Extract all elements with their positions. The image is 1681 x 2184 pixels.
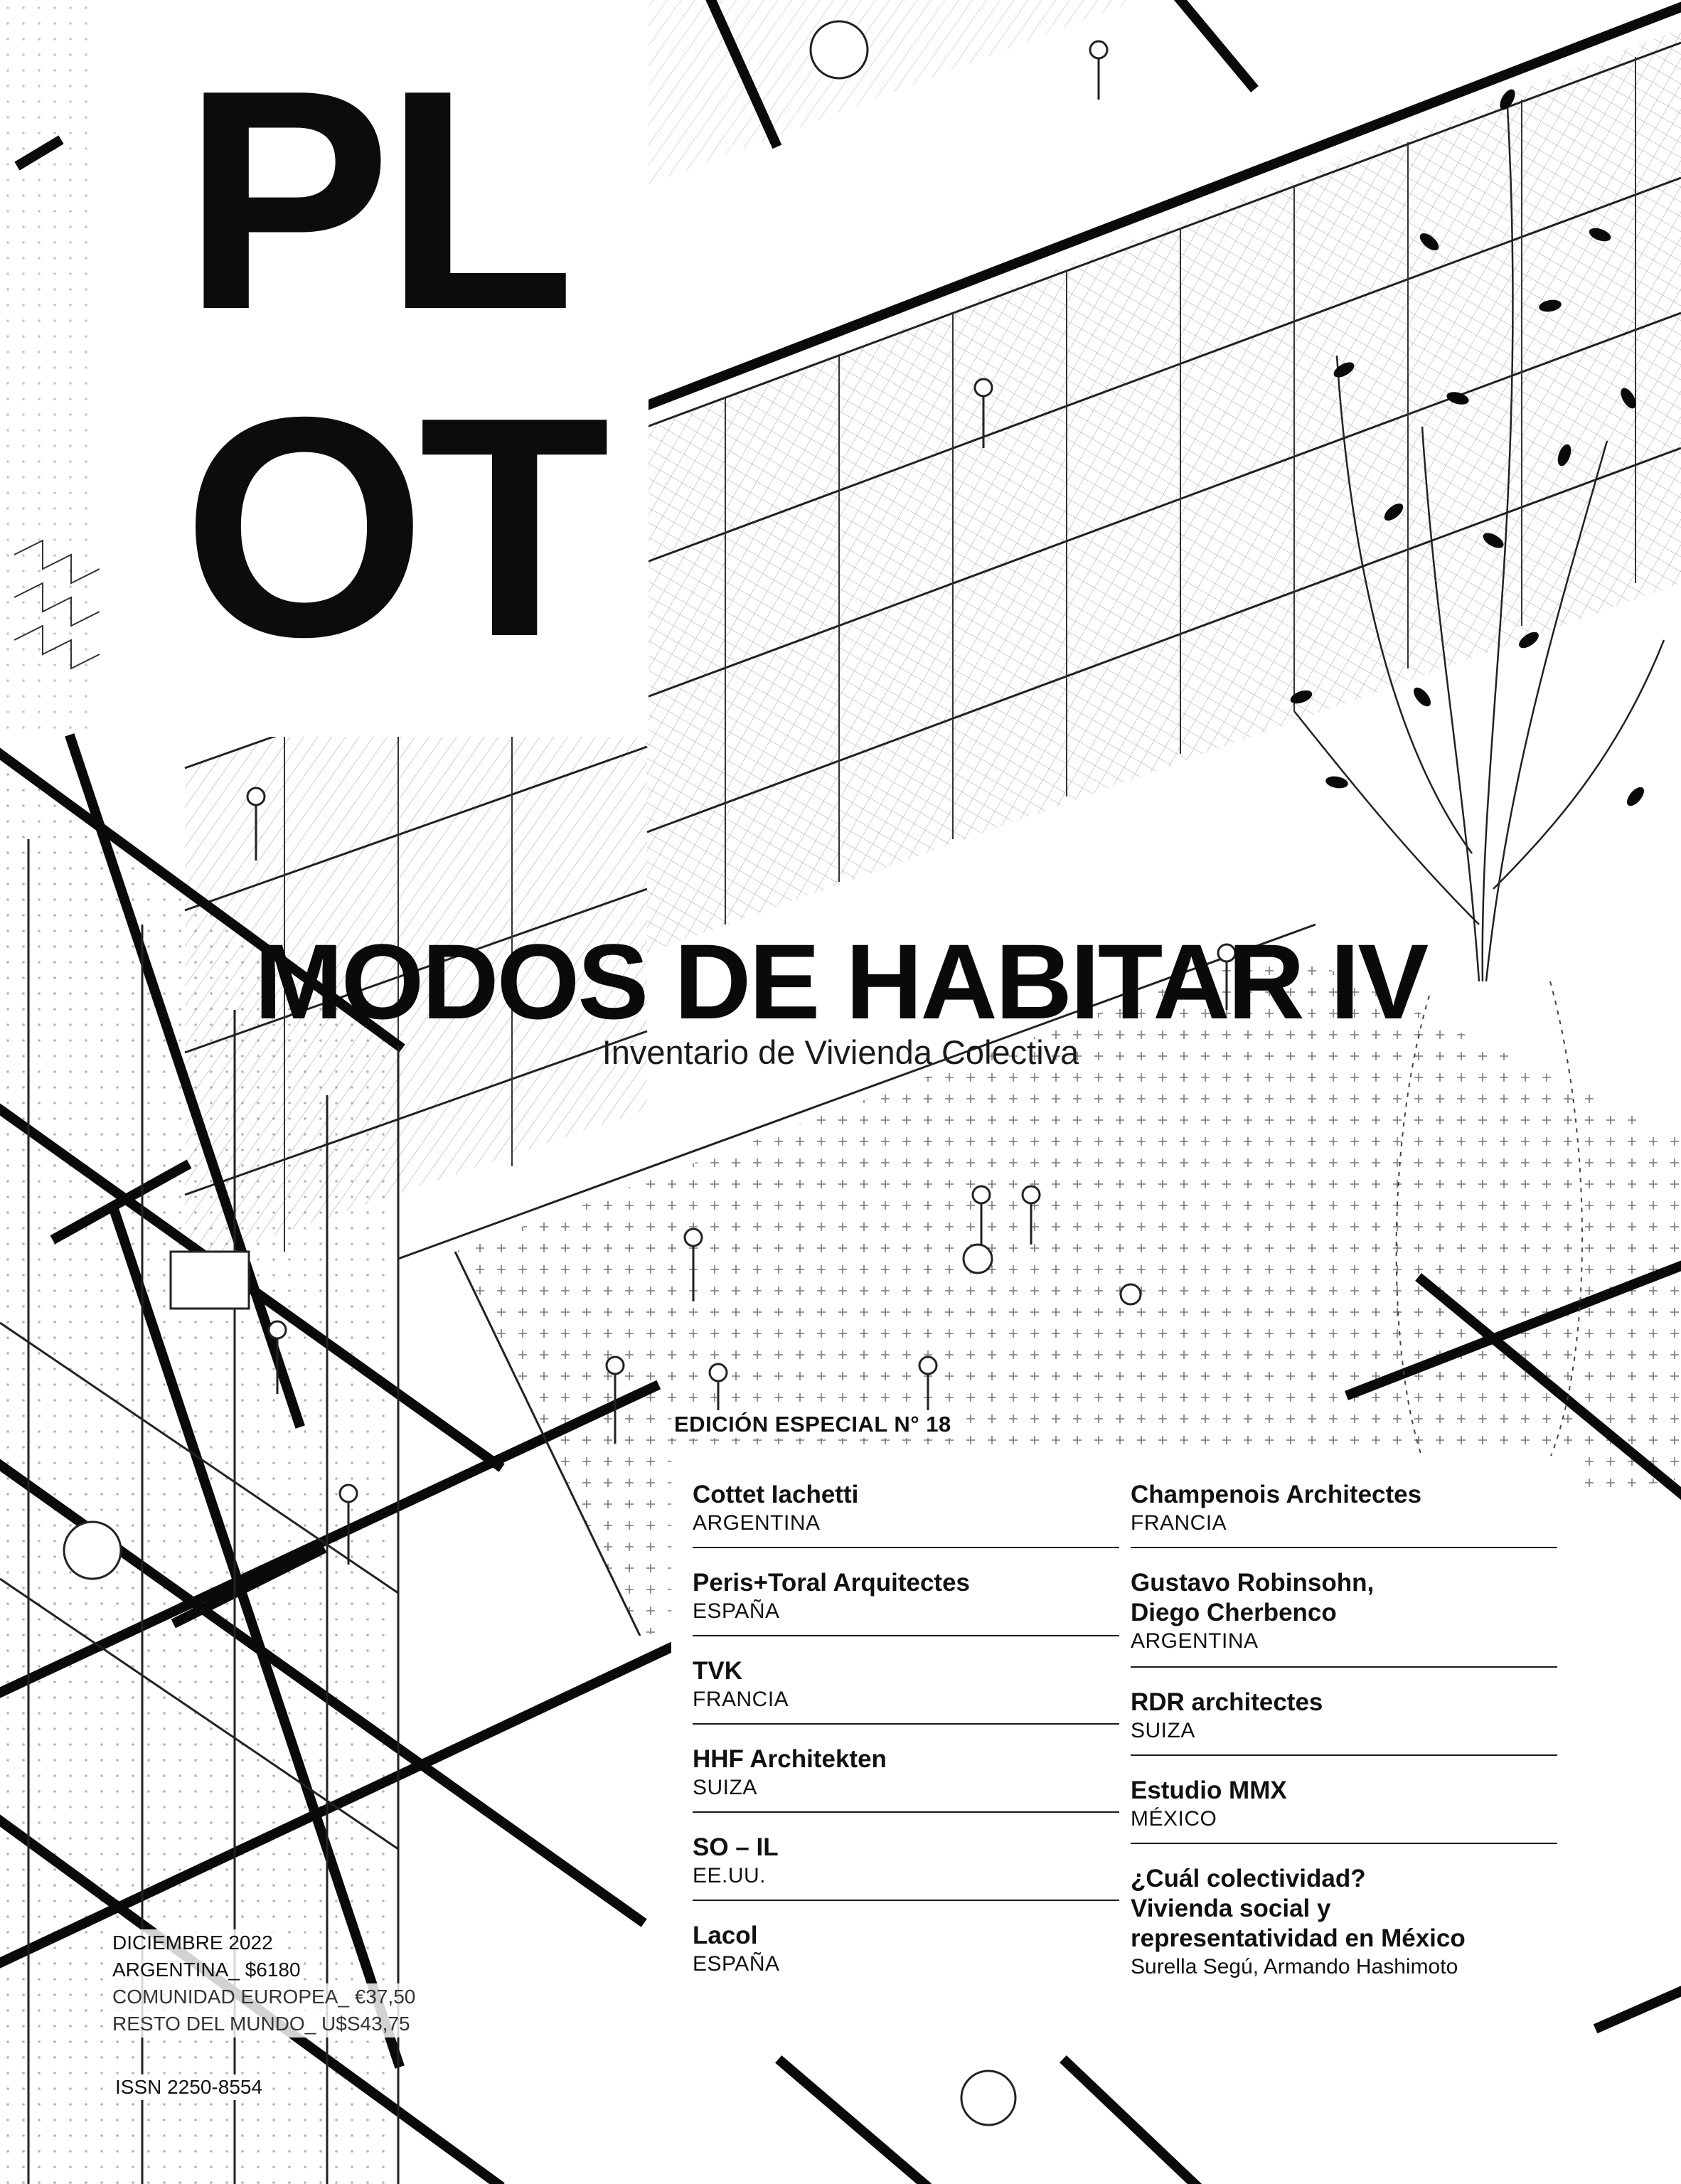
contents-entry [1131, 1864, 1557, 1989]
contents-entry [693, 1480, 1119, 1548]
entry-name-line2: Diego Cherbenco [1131, 1599, 1337, 1626]
issn-number: ISSN 2250-8554 [112, 2074, 265, 2100]
edition-text: EDICIÓN ESPECIAL N° 18 [671, 1410, 957, 1438]
entry-divider [693, 1547, 1119, 1548]
contents-entry [1131, 1480, 1557, 1548]
entry-divider [693, 1635, 1119, 1636]
entry-authors: Surella Segú, Armando Hashimoto [1131, 1955, 1458, 1978]
entry-country: ARGENTINA [693, 1511, 821, 1535]
contents-entry [1131, 1568, 1557, 1668]
entry-name-line3: representatividad en México [1131, 1924, 1466, 1952]
entry-name: Cottet Iachetti [693, 1481, 859, 1508]
entry-name-line2: Vivienda social y [1131, 1895, 1331, 1922]
entry-name: TVK [693, 1657, 742, 1685]
entry-divider [693, 1723, 1119, 1725]
entry-name: Gustavo Robinsohn, [1131, 1569, 1375, 1597]
entry-country: ARGENTINA [1131, 1629, 1259, 1653]
contents-entry [693, 1921, 1119, 1989]
entry-name: Estudio MMX [1131, 1777, 1287, 1804]
cover-headline: MODOS DE HABITAR IV [254, 922, 1427, 1041]
issue-date: DICIEMBRE 2022 [110, 1929, 276, 1956]
entry-divider [693, 1811, 1119, 1813]
entry-name: Peris+Toral Arquitectes [693, 1569, 971, 1597]
logo-text-bottom: OT [183, 353, 604, 702]
entry-country: ESPAÑA [693, 1599, 780, 1623]
entry-country: EE.UU. [693, 1864, 767, 1887]
entry-name: HHF Architekten [693, 1745, 887, 1773]
entry-name: Champenois Architectes [1131, 1481, 1422, 1508]
logo-text-top: PL [183, 26, 569, 375]
contents-entry [1131, 1776, 1557, 1844]
entry-name: RDR architectes [1131, 1688, 1323, 1716]
logo-panel [101, 0, 649, 737]
entry-country: SUIZA [1131, 1719, 1195, 1742]
entry-name: SO – IL [693, 1833, 779, 1861]
price-europe: COMUNIDAD EUROPEA_ €37,50 [110, 1983, 418, 2010]
entry-divider [1131, 1547, 1557, 1548]
contents-entry [693, 1656, 1119, 1725]
contents-entry [693, 1833, 1119, 1901]
contents-entry [1131, 1688, 1557, 1756]
entry-country: SUIZA [693, 1776, 757, 1799]
price-world: RESTO DEL MUNDO_ U$S43,75 [110, 2010, 413, 2037]
entry-divider [1131, 1754, 1557, 1756]
entry-country: FRANCIA [1131, 1511, 1227, 1535]
contents-entry [693, 1744, 1119, 1813]
entry-country: MÉXICO [1131, 1807, 1217, 1831]
price-argentina: ARGENTINA_ $6180 [110, 1956, 304, 1983]
pricing-block [110, 1929, 422, 2037]
contents-entry [693, 1568, 1119, 1636]
entry-country: FRANCIA [693, 1688, 789, 1711]
entry-country: ESPAÑA [693, 1952, 780, 1976]
contents-panel [671, 1456, 1579, 2016]
entry-name: Lacol [693, 1922, 758, 1949]
entry-name: ¿Cuál colectividad? [1131, 1865, 1366, 1892]
entry-divider [1131, 1666, 1557, 1668]
cover-subheadline: Inventario de Vivienda Colectiva [602, 1033, 1079, 1071]
edition-label [671, 1408, 1553, 1441]
entry-divider [693, 1900, 1119, 1901]
entry-divider [1131, 1843, 1557, 1844]
